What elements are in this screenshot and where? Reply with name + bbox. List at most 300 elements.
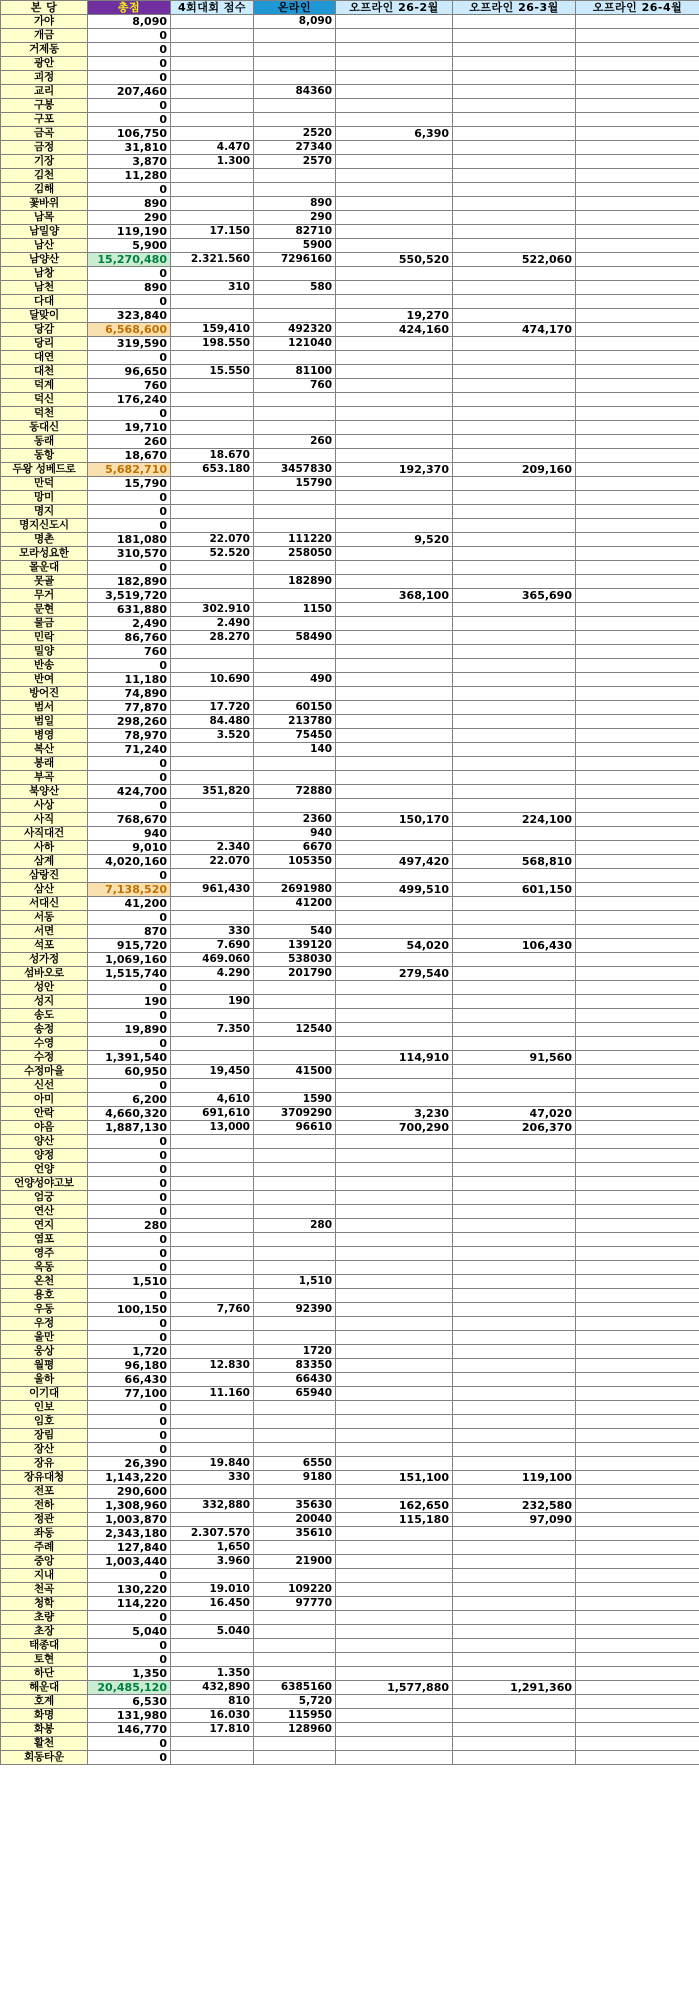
tournament-score-cell[interactable] xyxy=(171,561,254,575)
offline-apr-score-cell[interactable] xyxy=(576,1499,699,1513)
offline-feb-score-cell[interactable] xyxy=(336,1261,453,1275)
offline-mar-score-cell[interactable] xyxy=(453,267,576,281)
parish-name-cell[interactable]: 반송 xyxy=(1,659,88,673)
parish-name-cell[interactable]: 범일 xyxy=(1,715,88,729)
online-score-cell[interactable] xyxy=(254,1289,336,1303)
online-score-cell[interactable] xyxy=(254,911,336,925)
offline-apr-score-cell[interactable] xyxy=(576,1429,699,1443)
offline-feb-score-cell[interactable]: 1,577,880 xyxy=(336,1681,453,1695)
total-score-cell[interactable]: 0 xyxy=(88,1037,171,1051)
offline-feb-score-cell[interactable] xyxy=(336,1233,453,1247)
online-score-cell[interactable] xyxy=(254,99,336,113)
parish-name-cell[interactable]: 영주 xyxy=(1,1247,88,1261)
offline-apr-score-cell[interactable] xyxy=(576,1079,699,1093)
total-score-cell[interactable]: 890 xyxy=(88,197,171,211)
offline-mar-score-cell[interactable] xyxy=(453,407,576,421)
tournament-score-cell[interactable]: 432,890 xyxy=(171,1681,254,1695)
tournament-score-cell[interactable] xyxy=(171,351,254,365)
online-score-cell[interactable]: 182890 xyxy=(254,575,336,589)
total-score-cell[interactable]: 4,020,160 xyxy=(88,855,171,869)
total-score-cell[interactable]: 0 xyxy=(88,561,171,575)
offline-apr-score-cell[interactable] xyxy=(576,645,699,659)
online-score-cell[interactable]: 84360 xyxy=(254,85,336,99)
parish-name-cell[interactable]: 서면 xyxy=(1,925,88,939)
online-score-cell[interactable]: 2360 xyxy=(254,813,336,827)
total-score-cell[interactable]: 0 xyxy=(88,869,171,883)
online-score-cell[interactable] xyxy=(254,113,336,127)
total-score-cell[interactable]: 260 xyxy=(88,435,171,449)
offline-apr-score-cell[interactable] xyxy=(576,309,699,323)
offline-mar-score-cell[interactable] xyxy=(453,771,576,785)
offline-apr-score-cell[interactable] xyxy=(576,827,699,841)
online-score-cell[interactable]: 940 xyxy=(254,827,336,841)
online-score-cell[interactable] xyxy=(254,1653,336,1667)
tournament-score-cell[interactable]: 330 xyxy=(171,1471,254,1485)
total-score-cell[interactable]: 1,510 xyxy=(88,1275,171,1289)
offline-mar-score-cell[interactable]: 91,560 xyxy=(453,1051,576,1065)
offline-mar-score-cell[interactable] xyxy=(453,225,576,239)
tournament-score-cell[interactable]: 653.180 xyxy=(171,463,254,477)
online-score-cell[interactable] xyxy=(254,295,336,309)
offline-apr-score-cell[interactable] xyxy=(576,169,699,183)
online-score-cell[interactable] xyxy=(254,589,336,603)
tournament-score-cell[interactable] xyxy=(171,771,254,785)
tournament-score-cell[interactable] xyxy=(171,197,254,211)
offline-feb-score-cell[interactable] xyxy=(336,1219,453,1233)
total-score-cell[interactable]: 0 xyxy=(88,491,171,505)
online-score-cell[interactable] xyxy=(254,71,336,85)
offline-mar-score-cell[interactable] xyxy=(453,617,576,631)
online-score-cell[interactable] xyxy=(254,1051,336,1065)
tournament-score-cell[interactable] xyxy=(171,519,254,533)
tournament-score-cell[interactable] xyxy=(171,113,254,127)
offline-feb-score-cell[interactable] xyxy=(336,1457,453,1471)
offline-feb-score-cell[interactable]: 19,270 xyxy=(336,309,453,323)
offline-feb-score-cell[interactable] xyxy=(336,1023,453,1037)
offline-feb-score-cell[interactable] xyxy=(336,659,453,673)
offline-apr-score-cell[interactable] xyxy=(576,1709,699,1723)
offline-feb-score-cell[interactable] xyxy=(336,911,453,925)
offline-mar-score-cell[interactable] xyxy=(453,505,576,519)
tournament-score-cell[interactable]: 17.150 xyxy=(171,225,254,239)
offline-apr-score-cell[interactable] xyxy=(576,463,699,477)
tournament-score-cell[interactable] xyxy=(171,1751,254,1765)
online-score-cell[interactable]: 9180 xyxy=(254,1471,336,1485)
online-score-cell[interactable] xyxy=(254,1429,336,1443)
offline-mar-score-cell[interactable] xyxy=(453,967,576,981)
tournament-score-cell[interactable] xyxy=(171,505,254,519)
total-score-cell[interactable]: 5,682,710 xyxy=(88,463,171,477)
offline-mar-score-cell[interactable] xyxy=(453,1611,576,1625)
parish-name-cell[interactable]: 교리 xyxy=(1,85,88,99)
tournament-score-cell[interactable] xyxy=(171,645,254,659)
offline-mar-score-cell[interactable] xyxy=(453,1457,576,1471)
offline-mar-score-cell[interactable]: 97,090 xyxy=(453,1513,576,1527)
offline-mar-score-cell[interactable] xyxy=(453,57,576,71)
offline-apr-score-cell[interactable] xyxy=(576,99,699,113)
total-score-cell[interactable]: 0 xyxy=(88,407,171,421)
online-score-cell[interactable]: 5900 xyxy=(254,239,336,253)
offline-mar-score-cell[interactable] xyxy=(453,701,576,715)
online-score-cell[interactable] xyxy=(254,645,336,659)
offline-apr-score-cell[interactable] xyxy=(576,351,699,365)
offline-feb-score-cell[interactable] xyxy=(336,1191,453,1205)
total-score-cell[interactable]: 114,220 xyxy=(88,1597,171,1611)
offline-mar-score-cell[interactable] xyxy=(453,1485,576,1499)
parish-name-cell[interactable]: 활천 xyxy=(1,1737,88,1751)
offline-mar-score-cell[interactable] xyxy=(453,1093,576,1107)
online-score-cell[interactable]: 96610 xyxy=(254,1121,336,1135)
offline-apr-score-cell[interactable] xyxy=(576,1443,699,1457)
offline-feb-score-cell[interactable] xyxy=(336,1695,453,1709)
tournament-score-cell[interactable]: 190 xyxy=(171,995,254,1009)
offline-mar-score-cell[interactable] xyxy=(453,1177,576,1191)
offline-mar-score-cell[interactable] xyxy=(453,995,576,1009)
offline-feb-score-cell[interactable] xyxy=(336,113,453,127)
offline-apr-score-cell[interactable] xyxy=(576,365,699,379)
column-header-parish[interactable]: 본 당 xyxy=(1,1,88,15)
offline-feb-score-cell[interactable] xyxy=(336,141,453,155)
parish-name-cell[interactable]: 장산 xyxy=(1,1443,88,1457)
offline-feb-score-cell[interactable]: 150,170 xyxy=(336,813,453,827)
offline-apr-score-cell[interactable] xyxy=(576,29,699,43)
parish-name-cell[interactable]: 장림 xyxy=(1,1429,88,1443)
tournament-score-cell[interactable] xyxy=(171,1401,254,1415)
total-score-cell[interactable]: 20,485,120 xyxy=(88,1681,171,1695)
parish-name-cell[interactable]: 언양성야고보 xyxy=(1,1177,88,1191)
online-score-cell[interactable]: 2570 xyxy=(254,155,336,169)
parish-name-cell[interactable]: 호계 xyxy=(1,1695,88,1709)
parish-name-cell[interactable]: 울하 xyxy=(1,1373,88,1387)
offline-apr-score-cell[interactable] xyxy=(576,589,699,603)
offline-mar-score-cell[interactable] xyxy=(453,1023,576,1037)
online-score-cell[interactable] xyxy=(254,351,336,365)
tournament-score-cell[interactable] xyxy=(171,869,254,883)
total-score-cell[interactable]: 146,770 xyxy=(88,1723,171,1737)
online-score-cell[interactable] xyxy=(254,1009,336,1023)
parish-name-cell[interactable]: 봉래 xyxy=(1,757,88,771)
offline-feb-score-cell[interactable] xyxy=(336,1611,453,1625)
offline-feb-score-cell[interactable]: 497,420 xyxy=(336,855,453,869)
total-score-cell[interactable]: 86,760 xyxy=(88,631,171,645)
online-score-cell[interactable] xyxy=(254,1261,336,1275)
offline-apr-score-cell[interactable] xyxy=(576,197,699,211)
total-score-cell[interactable]: 0 xyxy=(88,43,171,57)
parish-name-cell[interactable]: 성지 xyxy=(1,995,88,1009)
online-score-cell[interactable]: 35610 xyxy=(254,1527,336,1541)
offline-apr-score-cell[interactable] xyxy=(576,1149,699,1163)
online-score-cell[interactable] xyxy=(254,799,336,813)
total-score-cell[interactable]: 0 xyxy=(88,799,171,813)
total-score-cell[interactable]: 0 xyxy=(88,1429,171,1443)
offline-mar-score-cell[interactable]: 209,160 xyxy=(453,463,576,477)
total-score-cell[interactable]: 19,890 xyxy=(88,1023,171,1037)
offline-feb-score-cell[interactable]: 192,370 xyxy=(336,463,453,477)
offline-apr-score-cell[interactable] xyxy=(576,407,699,421)
offline-mar-score-cell[interactable] xyxy=(453,645,576,659)
parish-name-cell[interactable]: 화명 xyxy=(1,1709,88,1723)
offline-apr-score-cell[interactable] xyxy=(576,225,699,239)
tournament-score-cell[interactable]: 5.040 xyxy=(171,1625,254,1639)
tournament-score-cell[interactable]: 19.840 xyxy=(171,1457,254,1471)
offline-feb-score-cell[interactable]: 9,520 xyxy=(336,533,453,547)
offline-feb-score-cell[interactable] xyxy=(336,897,453,911)
offline-mar-score-cell[interactable] xyxy=(453,113,576,127)
offline-mar-score-cell[interactable] xyxy=(453,1219,576,1233)
parish-name-cell[interactable]: 거제동 xyxy=(1,43,88,57)
online-score-cell[interactable]: 121040 xyxy=(254,337,336,351)
tournament-score-cell[interactable] xyxy=(171,393,254,407)
parish-name-cell[interactable]: 장유 xyxy=(1,1457,88,1471)
total-score-cell[interactable]: 0 xyxy=(88,1317,171,1331)
online-score-cell[interactable] xyxy=(254,1401,336,1415)
parish-name-cell[interactable]: 성안 xyxy=(1,981,88,995)
parish-name-cell[interactable]: 인보 xyxy=(1,1401,88,1415)
tournament-score-cell[interactable] xyxy=(171,169,254,183)
offline-feb-score-cell[interactable] xyxy=(336,1303,453,1317)
offline-apr-score-cell[interactable] xyxy=(576,1009,699,1023)
offline-apr-score-cell[interactable] xyxy=(576,323,699,337)
parish-name-cell[interactable]: 초량 xyxy=(1,1611,88,1625)
tournament-score-cell[interactable] xyxy=(171,71,254,85)
offline-apr-score-cell[interactable] xyxy=(576,141,699,155)
parish-name-cell[interactable]: 다대 xyxy=(1,295,88,309)
offline-feb-score-cell[interactable] xyxy=(336,85,453,99)
total-score-cell[interactable]: 6,200 xyxy=(88,1093,171,1107)
online-score-cell[interactable]: 12540 xyxy=(254,1023,336,1037)
online-score-cell[interactable] xyxy=(254,1443,336,1457)
tournament-score-cell[interactable] xyxy=(171,99,254,113)
offline-mar-score-cell[interactable] xyxy=(453,1653,576,1667)
offline-mar-score-cell[interactable] xyxy=(453,1205,576,1219)
offline-feb-score-cell[interactable] xyxy=(336,1597,453,1611)
offline-mar-score-cell[interactable] xyxy=(453,1555,576,1569)
parish-name-cell[interactable]: 가야 xyxy=(1,15,88,29)
parish-name-cell[interactable]: 문현 xyxy=(1,603,88,617)
offline-apr-score-cell[interactable] xyxy=(576,1695,699,1709)
parish-name-cell[interactable]: 꽃바위 xyxy=(1,197,88,211)
tournament-score-cell[interactable] xyxy=(171,799,254,813)
offline-mar-score-cell[interactable] xyxy=(453,309,576,323)
online-score-cell[interactable] xyxy=(254,1191,336,1205)
offline-feb-score-cell[interactable]: 3,230 xyxy=(336,1107,453,1121)
online-score-cell[interactable]: 201790 xyxy=(254,967,336,981)
offline-mar-score-cell[interactable] xyxy=(453,687,576,701)
parish-name-cell[interactable]: 아미 xyxy=(1,1093,88,1107)
offline-feb-score-cell[interactable] xyxy=(336,211,453,225)
offline-feb-score-cell[interactable] xyxy=(336,575,453,589)
parish-name-cell[interactable]: 온천 xyxy=(1,1275,88,1289)
parish-name-cell[interactable]: 부곡 xyxy=(1,771,88,785)
offline-apr-score-cell[interactable] xyxy=(576,757,699,771)
parish-name-cell[interactable]: 김천 xyxy=(1,169,88,183)
parish-name-cell[interactable]: 정관 xyxy=(1,1513,88,1527)
offline-mar-score-cell[interactable] xyxy=(453,911,576,925)
offline-apr-score-cell[interactable] xyxy=(576,729,699,743)
tournament-score-cell[interactable]: 332,880 xyxy=(171,1499,254,1513)
offline-feb-score-cell[interactable] xyxy=(336,645,453,659)
offline-mar-score-cell[interactable] xyxy=(453,1317,576,1331)
online-score-cell[interactable]: 580 xyxy=(254,281,336,295)
offline-apr-score-cell[interactable] xyxy=(576,1611,699,1625)
tournament-score-cell[interactable] xyxy=(171,1051,254,1065)
offline-mar-score-cell[interactable] xyxy=(453,337,576,351)
tournament-score-cell[interactable]: 351,820 xyxy=(171,785,254,799)
parish-name-cell[interactable]: 우동 xyxy=(1,1303,88,1317)
online-score-cell[interactable] xyxy=(254,43,336,57)
offline-feb-score-cell[interactable] xyxy=(336,1317,453,1331)
parish-name-cell[interactable]: 만덕 xyxy=(1,477,88,491)
tournament-score-cell[interactable] xyxy=(171,589,254,603)
total-score-cell[interactable]: 0 xyxy=(88,29,171,43)
parish-name-cell[interactable]: 안락 xyxy=(1,1107,88,1121)
offline-feb-score-cell[interactable] xyxy=(336,869,453,883)
parish-name-cell[interactable]: 모라성요한 xyxy=(1,547,88,561)
offline-mar-score-cell[interactable] xyxy=(453,1275,576,1289)
offline-mar-score-cell[interactable] xyxy=(453,897,576,911)
online-score-cell[interactable]: 490 xyxy=(254,673,336,687)
offline-feb-score-cell[interactable] xyxy=(336,1723,453,1737)
online-score-cell[interactable]: 1590 xyxy=(254,1093,336,1107)
total-score-cell[interactable]: 0 xyxy=(88,1191,171,1205)
offline-apr-score-cell[interactable] xyxy=(576,477,699,491)
parish-name-cell[interactable]: 염포 xyxy=(1,1233,88,1247)
online-score-cell[interactable]: 41500 xyxy=(254,1065,336,1079)
tournament-score-cell[interactable] xyxy=(171,43,254,57)
online-score-cell[interactable]: 538030 xyxy=(254,953,336,967)
tournament-score-cell[interactable] xyxy=(171,827,254,841)
tournament-score-cell[interactable]: 4.470 xyxy=(171,141,254,155)
offline-apr-score-cell[interactable] xyxy=(576,421,699,435)
offline-apr-score-cell[interactable] xyxy=(576,939,699,953)
offline-apr-score-cell[interactable] xyxy=(576,393,699,407)
offline-feb-score-cell[interactable] xyxy=(336,771,453,785)
online-score-cell[interactable] xyxy=(254,169,336,183)
offline-mar-score-cell[interactable]: 47,020 xyxy=(453,1107,576,1121)
total-score-cell[interactable]: 1,720 xyxy=(88,1345,171,1359)
offline-mar-score-cell[interactable] xyxy=(453,1625,576,1639)
parish-name-cell[interactable]: 수영 xyxy=(1,1037,88,1051)
online-score-cell[interactable]: 111220 xyxy=(254,533,336,547)
offline-apr-score-cell[interactable] xyxy=(576,281,699,295)
offline-feb-score-cell[interactable] xyxy=(336,687,453,701)
offline-apr-score-cell[interactable] xyxy=(576,1373,699,1387)
total-score-cell[interactable]: 0 xyxy=(88,1415,171,1429)
offline-apr-score-cell[interactable] xyxy=(576,1555,699,1569)
total-score-cell[interactable]: 100,150 xyxy=(88,1303,171,1317)
offline-mar-score-cell[interactable] xyxy=(453,1583,576,1597)
tournament-score-cell[interactable] xyxy=(171,1569,254,1583)
offline-feb-score-cell[interactable] xyxy=(336,1135,453,1149)
offline-mar-score-cell[interactable]: 119,100 xyxy=(453,1471,576,1485)
offline-apr-score-cell[interactable] xyxy=(576,435,699,449)
offline-mar-score-cell[interactable] xyxy=(453,1527,576,1541)
offline-apr-score-cell[interactable] xyxy=(576,1163,699,1177)
offline-feb-score-cell[interactable] xyxy=(336,1639,453,1653)
offline-feb-score-cell[interactable] xyxy=(336,239,453,253)
offline-apr-score-cell[interactable] xyxy=(576,71,699,85)
total-score-cell[interactable]: 66,430 xyxy=(88,1373,171,1387)
offline-mar-score-cell[interactable]: 568,810 xyxy=(453,855,576,869)
tournament-score-cell[interactable]: 17.720 xyxy=(171,701,254,715)
tournament-score-cell[interactable] xyxy=(171,743,254,757)
online-score-cell[interactable] xyxy=(254,309,336,323)
parish-name-cell[interactable]: 김해 xyxy=(1,183,88,197)
parish-name-cell[interactable]: 사하 xyxy=(1,841,88,855)
total-score-cell[interactable]: 6,530 xyxy=(88,1695,171,1709)
online-score-cell[interactable] xyxy=(254,1541,336,1555)
tournament-score-cell[interactable] xyxy=(171,1275,254,1289)
online-score-cell[interactable]: 213780 xyxy=(254,715,336,729)
total-score-cell[interactable]: 4,660,320 xyxy=(88,1107,171,1121)
offline-mar-score-cell[interactable] xyxy=(453,743,576,757)
total-score-cell[interactable]: 8,090 xyxy=(88,15,171,29)
tournament-score-cell[interactable]: 4.290 xyxy=(171,967,254,981)
total-score-cell[interactable]: 2,343,180 xyxy=(88,1527,171,1541)
tournament-score-cell[interactable] xyxy=(171,1247,254,1261)
parish-name-cell[interactable]: 엄궁 xyxy=(1,1191,88,1205)
offline-mar-score-cell[interactable] xyxy=(453,659,576,673)
parish-name-cell[interactable]: 이기대 xyxy=(1,1387,88,1401)
offline-feb-score-cell[interactable] xyxy=(336,841,453,855)
parish-name-cell[interactable]: 덕신 xyxy=(1,393,88,407)
offline-mar-score-cell[interactable] xyxy=(453,449,576,463)
tournament-score-cell[interactable] xyxy=(171,183,254,197)
total-score-cell[interactable]: 7,138,520 xyxy=(88,883,171,897)
offline-mar-score-cell[interactable] xyxy=(453,575,576,589)
tournament-score-cell[interactable]: 7.350 xyxy=(171,1023,254,1037)
online-score-cell[interactable] xyxy=(254,29,336,43)
column-header-online[interactable]: 온라인 xyxy=(254,1,336,15)
total-score-cell[interactable]: 768,670 xyxy=(88,813,171,827)
tournament-score-cell[interactable] xyxy=(171,1485,254,1499)
offline-feb-score-cell[interactable] xyxy=(336,351,453,365)
offline-feb-score-cell[interactable] xyxy=(336,729,453,743)
parish-name-cell[interactable]: 천곡 xyxy=(1,1583,88,1597)
total-score-cell[interactable]: 71,240 xyxy=(88,743,171,757)
total-score-cell[interactable]: 78,970 xyxy=(88,729,171,743)
offline-apr-score-cell[interactable] xyxy=(576,295,699,309)
total-score-cell[interactable]: 290 xyxy=(88,211,171,225)
total-score-cell[interactable]: 6,568,600 xyxy=(88,323,171,337)
offline-feb-score-cell[interactable] xyxy=(336,435,453,449)
total-score-cell[interactable]: 290,600 xyxy=(88,1485,171,1499)
offline-feb-score-cell[interactable] xyxy=(336,547,453,561)
offline-feb-score-cell[interactable] xyxy=(336,1359,453,1373)
tournament-score-cell[interactable] xyxy=(171,1009,254,1023)
offline-apr-score-cell[interactable] xyxy=(576,743,699,757)
parish-name-cell[interactable]: 병영 xyxy=(1,729,88,743)
offline-mar-score-cell[interactable] xyxy=(453,379,576,393)
online-score-cell[interactable]: 2520 xyxy=(254,127,336,141)
total-score-cell[interactable]: 0 xyxy=(88,1247,171,1261)
offline-feb-score-cell[interactable] xyxy=(336,379,453,393)
offline-apr-score-cell[interactable] xyxy=(576,561,699,575)
offline-feb-score-cell[interactable] xyxy=(336,757,453,771)
parish-name-cell[interactable]: 남천 xyxy=(1,281,88,295)
offline-mar-score-cell[interactable] xyxy=(453,1191,576,1205)
total-score-cell[interactable]: 319,590 xyxy=(88,337,171,351)
tournament-score-cell[interactable] xyxy=(171,267,254,281)
total-score-cell[interactable]: 77,100 xyxy=(88,1387,171,1401)
online-score-cell[interactable]: 8,090 xyxy=(254,15,336,29)
offline-apr-score-cell[interactable] xyxy=(576,1401,699,1415)
offline-mar-score-cell[interactable] xyxy=(453,1429,576,1443)
parish-name-cell[interactable]: 석포 xyxy=(1,939,88,953)
total-score-cell[interactable]: 11,280 xyxy=(88,169,171,183)
offline-apr-score-cell[interactable] xyxy=(576,253,699,267)
offline-feb-score-cell[interactable] xyxy=(336,603,453,617)
